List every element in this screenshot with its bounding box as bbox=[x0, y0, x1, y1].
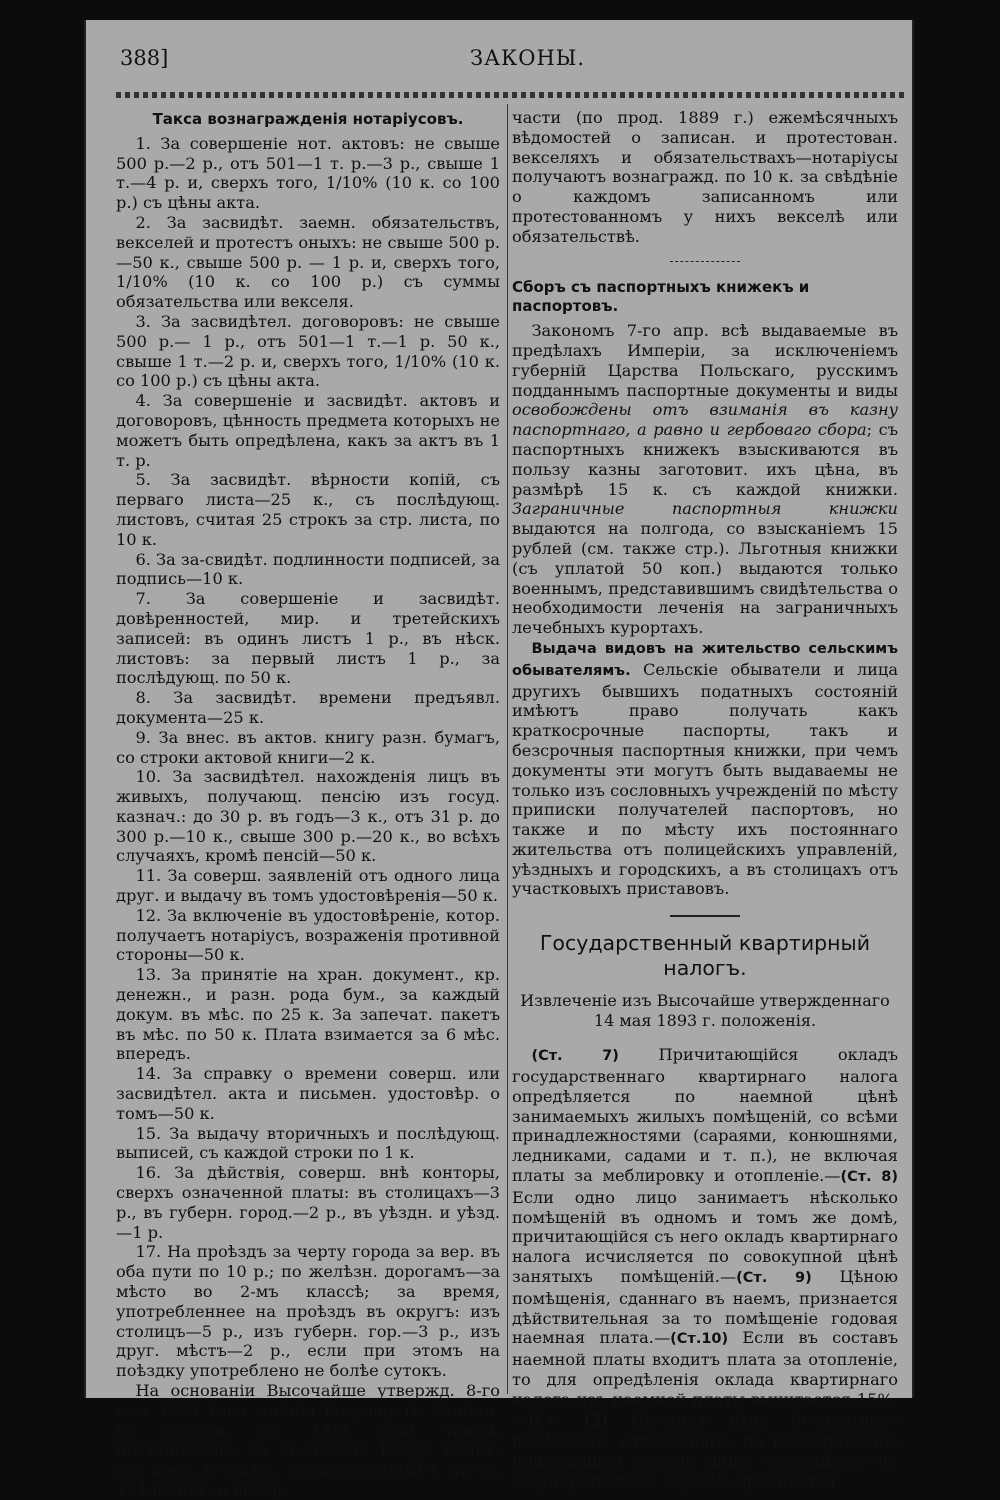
village-residents-paragraph: Выдача видовъ на жительство сельскимъ обывателямъ. Сельскіе обыватели и лица другихъ бывшихъ податныхъ состояній имѣютъ право получать какъ краткосрочные паспорты, такъ и безсрочныя паспортныя книжки, при чемъ документы эти могутъ быть выдаваемы не только изъ сословныхъ учрежденій по мѣсту приписки получателей паспортовъ, но также и по мѣсту ихъ постояннаго жительства отъ полицейскихъ управленій, уѣздныхъ и городскихъ, а въ столицахъ отъ участковыхъ приставовъ. bbox=[512, 640, 898, 899]
paragraph: 15. За выдачу вторичныхъ и послѣдующ. выписей, съ каждой строки по 1 к. bbox=[116, 1123, 500, 1163]
page-number: 388] bbox=[120, 46, 169, 70]
tax-articles-paragraph: (Ст. 7) Причитающійся окладъ государственнаго квартирнаго налога опредѣляется по наемной цѣнѣ занимаемыхъ жилыхъ помѣщеній, со всѣми принадлежностями (сараями, конюшнями, ледниками, садами и т. п.), не включая платы за меблировку и отопленіе.—(Ст. 8) Если одно лицо занимаетъ нѣсколько помѣщеній въ одномъ и томъ же домѣ, причитающійся съ него окладъ квартирнаго налога исчисляется по совокупной цѣнѣ занятыхъ помѣщеній.—(Ст. 9) Цѣною помѣщенія, сданнаго въ наемъ, признается дѣйствительная за то помѣщеніе годовая наемная плата.—(Ст.10) Если въ составъ наемной платы входитъ плата за отопленіе, то для опредѣленія оклада квартирнаго налога изъ наемной платы вычитается 15%.—(Ст. 12) Наемная цѣна безплатнаго помѣщенія, отведеннаго, по распоряженію подлежащей власти, лицу, состоящему на государственной службѣ, признается bbox=[512, 1045, 899, 1491]
paragraph: 4. За совершеніе и засвидѣт. актовъ и договоровъ, цѣнность предмета которыхъ не можетъ быть опредѣлена, какъ за актъ въ 1 т. р. bbox=[116, 391, 500, 470]
paragraph: 12. За включеніе въ удостовѣреніе, котор. получаетъ нотаріусъ, возраженія противной стороны—50 к. bbox=[116, 905, 500, 965]
paragraph: 17. На проѣздъ за черту города за вер. въ оба пути по 10 р.; по желѣзн. дорогамъ—за мѣсто во 2-мъ классѣ; за время, употребленнее на проѣздъ въ округъ: изъ столицъ—5 р., изъ губерн. гор.—3 р., изъ друг. мѣстъ—2 р., если при этомъ на поѣздку употреблено не болѣе сутокъ. bbox=[116, 1242, 500, 1381]
book-page bbox=[84, 20, 914, 1499]
header-rule bbox=[116, 92, 906, 98]
passport-paragraph: Закономъ 7-го апр. всѣ выдаваемые въ предѣлахъ Имперіи, за исключеніемъ губерній Царства Польскаго, русскимъ подданнымъ паспортные документы и виды освобождены отъ взиманія въ казну паспортнаго, а равно и гербоваго сбора; съ паспортныхъ книжекъ взыскиваются въ пользу казны заготовит. ихъ цѣна, въ размѣрѣ 15 к. съ каждой книжки. Заграничные паспортныя книжки выдаются на полгода, со взысканіемъ 15 рублей (см. также стр.). Льготныя книжки (съ уплатой 50 коп.) выдаются только военнымъ, представившимъ свидѣтельства о необходимости леченія на заграничныхъ лечебныхъ курортахъ. bbox=[512, 321, 898, 638]
apartment-tax-subheading: Извлеченіе изъ Высочайше утвержденнаго 14 мая 1893 г. положенія. bbox=[520, 991, 890, 1031]
section-separator bbox=[670, 261, 740, 262]
right-column bbox=[512, 108, 898, 1491]
paragraph: 2. За засвидѣт. заемн. обязательствъ, векселей и протестъ оныхъ: не свыше 500 р.—50 к., свыше 500 р. — 1 р. и, сверхъ того, 1/10% (10 к. со 100 р.) съ суммы обязательства или векселя. bbox=[116, 212, 500, 312]
section-separator bbox=[670, 915, 740, 917]
running-header bbox=[110, 46, 900, 72]
paragraph: 14. За справку о времени соверш. или засвидѣтел. акта и письмен. удостовѣр. о томъ—50 к. bbox=[116, 1064, 500, 1123]
paragraph: 10. За засвидѣтел. нахожденія лицъ въ живыхъ, получающ. пенсію изъ госуд. казнач.: до 30 р. въ годъ—3 к., отъ 31 р. до 300 р.—10 к., свыше 300 р.—20 к., во всѣхъ случаяхъ, кромѣ пенсій—50 к. bbox=[116, 767, 500, 866]
paragraph: 9. За внес. въ актов. книгу разн. бумагъ, со строки актовой книги—2 к. bbox=[116, 727, 500, 767]
paragraph: 16. За дѣйствія, соверш. внѣ конторы, сверхъ означенной платы: въ столицахъ—3 р., въ губерн. город.—2 р., въ уѣздн. и уѣзд.—1 р. bbox=[116, 1163, 500, 1242]
notary-fees-heading: Такса вознагражденія нотаріусовъ. bbox=[152, 110, 464, 128]
passport-fees-heading: Сборъ съ паспортныхъ книжекъ и паспортовъ. bbox=[512, 277, 810, 316]
paragraph: 13. За принятіе на хран. документ., кр. денежн., и разн. рода бум., за каждый докум. въ мѣс. по 25 к. За запечат. пакетъ въ мѣс. по 50 к. Плата взимается за 6 мѣс. впередъ. bbox=[116, 965, 500, 1064]
paragraph: 3. За засвидѣтел. договоровъ: не свыше 500 р.— 1 р., отъ 501—1 т.—1 р. 50 к., свыше 1 т.—2 р. и, сверхъ того, 1/10% (10 к. со 100 р.) съ цѣны акта. bbox=[116, 311, 500, 391]
apartment-tax-heading: Государственный квартирный налогъ. bbox=[539, 931, 871, 981]
paragraph: 5. За засвидѣт. вѣрности копій, съ перваго листа—25 к., съ послѣдующ. листовъ, считая 25 строкъ за стр. листа, по 10 к. bbox=[116, 470, 500, 549]
continued-paragraph: части (по прод. 1889 г.) ежемѣсячныхъ вѣдомостей о записан. и протестован. векселяхъ и обязательствахъ—нотаріусы получаютъ вознагражд. по 10 к. за свѣдѣніе о каждомъ записанномъ или протестованномъ у нихъ векселѣ или обязательствѣ. bbox=[512, 108, 898, 246]
column-divider bbox=[507, 104, 508, 1394]
paragraph: На основаніи Высочайше утвержд. 8-го мая 1890 года мнѣнія Государств. Совѣта, въ дополн. ст. 14-й этой таксы, постановлено: за сообщеніе Госуд. банку, его конт. и отдѣл., согласно примѣч. къ ст. 124 полож. о нотар. bbox=[116, 1381, 500, 1499]
left-column bbox=[116, 108, 500, 1500]
paragraph: 1. За совершеніе нот. актовъ: не свыше 500 р.—2 р., отъ 501—1 т. р.—3 р., свыше 1 т.—4 р. и, сверхъ того, 1/10% (10 к. со 100 р.) съ цѣны акта. bbox=[116, 133, 500, 213]
paragraph: 8. За засвидѣт. времени предъявл. документа—25 к. bbox=[116, 688, 500, 727]
paragraph: 7. За совершеніе и засвидѣт. довѣренностей, мир. и третейскихъ записей: въ одинъ листъ 1 р., въ нѣск. листовъ: за первый листъ 1 р., за послѣдующ. по 50 к. bbox=[116, 589, 500, 688]
paragraph: 11. За соверш. заявленій отъ одного лица друг. и выдачу въ томъ удостовѣренія—50 к. bbox=[116, 866, 500, 906]
paragraph: 6. За за-свидѣт. подлинности подписей, за подпись—10 к. bbox=[116, 549, 500, 589]
running-title: ЗАКОНЫ. bbox=[470, 46, 586, 70]
